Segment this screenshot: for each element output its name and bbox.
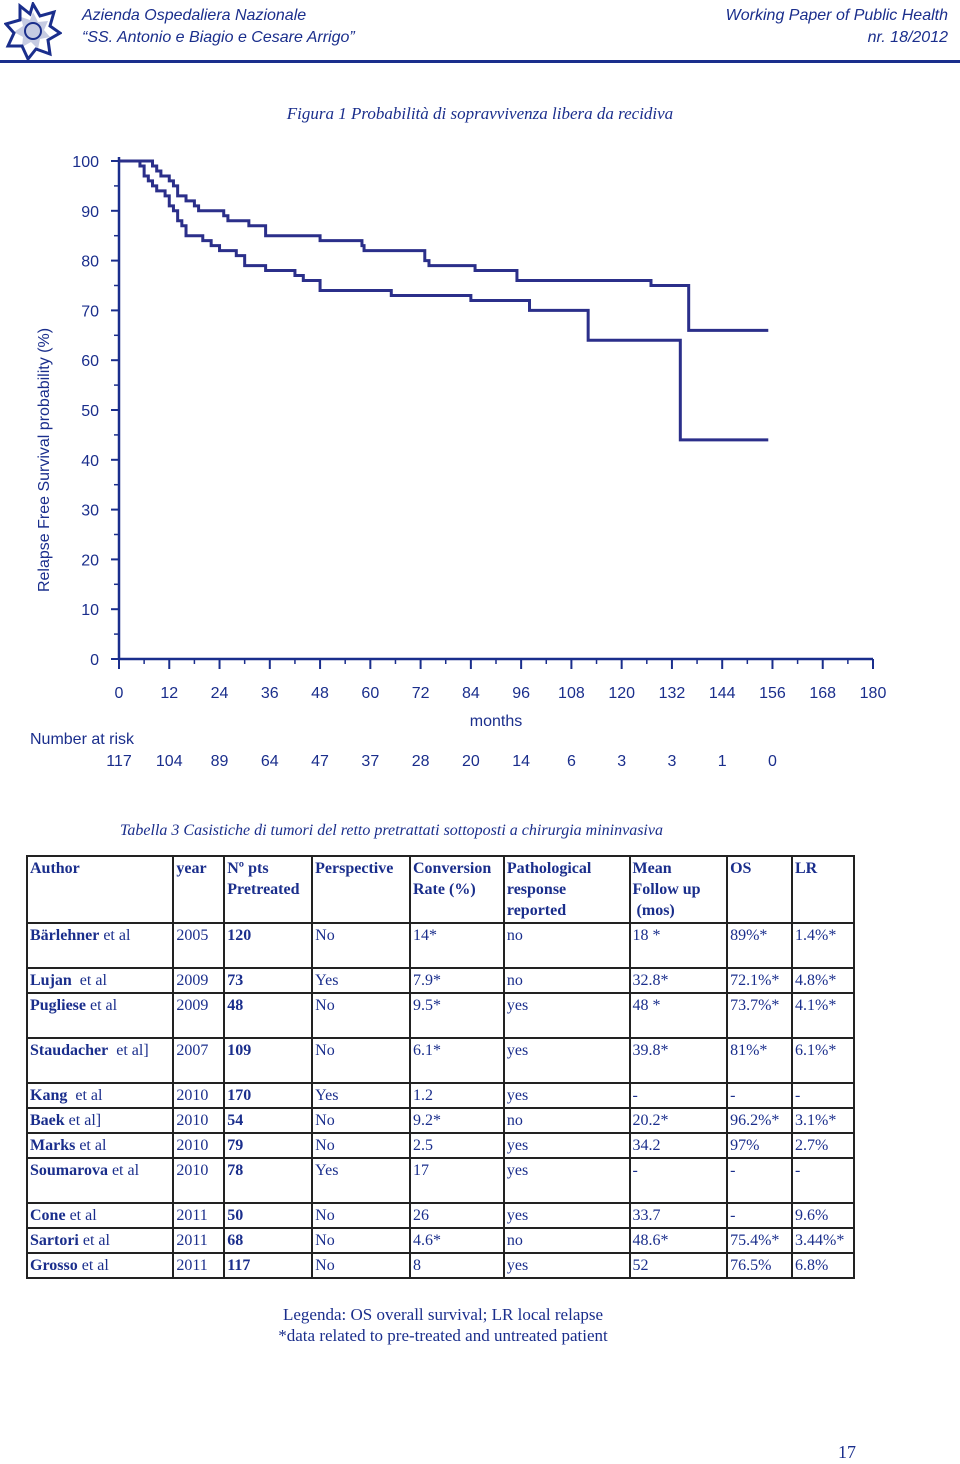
cell-os: 97% (727, 1133, 792, 1158)
y-tick-label: 30 (81, 502, 99, 520)
figure-title: Figura 1 Probabilità di sopravvivenza libera da recidiva (286, 104, 674, 123)
cell-os: 73.7%* (727, 993, 792, 1038)
cell-mean: 20.2* (630, 1108, 728, 1133)
cell-year: 2009 (173, 968, 224, 993)
risk-value: 0 (768, 753, 777, 770)
cell-author: Cone et al (27, 1203, 173, 1228)
cell-year: 2005 (173, 923, 224, 968)
cell-mean: 48 * (630, 993, 728, 1038)
cell-conversion: 6.1* (410, 1038, 504, 1083)
cell-author: Kang et al (27, 1083, 173, 1108)
table-row (27, 1083, 854, 1108)
x-tick-label: 180 (859, 685, 887, 702)
table-row (27, 1108, 854, 1133)
risk-value: 89 (210, 753, 229, 770)
col-year: year (173, 856, 224, 923)
cell-npts: 79 (224, 1133, 312, 1158)
col-perspective: Perspective (312, 856, 410, 923)
cell-pathological: yes (504, 1253, 630, 1278)
table-caption: Tabella 3 Casistiche di tumori del retto pretrattati sottoposti a chirurgia mininvasiva (120, 822, 663, 839)
cell-conversion: 9.2* (410, 1108, 504, 1133)
cell-author: Lujan et al (27, 968, 173, 993)
cell-author: Sartori et al (27, 1228, 173, 1253)
y-tick-label: 70 (81, 303, 99, 321)
col-conversion: Conversion Rate (%) (410, 856, 504, 923)
cell-os: 72.1%* (727, 968, 792, 993)
cell-npts: 109 (224, 1038, 312, 1083)
header-series-line1: Working Paper of Public Health (725, 7, 948, 24)
table-row (27, 923, 854, 968)
header-series-line2: nr. 18/2012 (867, 29, 948, 46)
x-tick-label: 132 (658, 685, 686, 702)
cell-year: 2010 (173, 1108, 224, 1133)
table-row (27, 993, 854, 1038)
cell-year: 2010 (173, 1133, 224, 1158)
cell-pathological: no (504, 1228, 630, 1253)
cell-mean: 48.6* (630, 1228, 728, 1253)
cell-perspective: No (312, 1038, 410, 1083)
cell-perspective: Yes (312, 968, 410, 993)
cell-pathological: yes (504, 1038, 630, 1083)
y-tick-label: 60 (81, 353, 99, 371)
cell-year: 2011 (173, 1228, 224, 1253)
x-tick-label: 120 (608, 685, 636, 702)
x-axis-label: months (469, 713, 523, 730)
cell-npts: 117 (224, 1253, 312, 1278)
cell-conversion: 9.5* (410, 993, 504, 1038)
x-tick-label: 144 (708, 685, 736, 702)
y-tick-label: 0 (90, 652, 99, 669)
x-tick-label: 0 (114, 685, 124, 702)
cell-npts: 73 (224, 968, 312, 993)
cell-author: Soumarova et al (27, 1158, 173, 1203)
table-row (27, 1203, 854, 1228)
y-axis-label: Relapse Free Survival probability (%) (36, 327, 53, 593)
cell-lr: 6.1%* (792, 1038, 854, 1083)
chart-axes (111, 157, 873, 669)
cell-pathological: yes (504, 1133, 630, 1158)
cell-os: - (727, 1203, 792, 1228)
risk-value: 64 (260, 753, 279, 770)
cell-perspective: No (312, 1253, 410, 1278)
risk-value: 104 (155, 753, 183, 770)
x-tick-label: 72 (411, 685, 430, 702)
y-tick-label: 20 (81, 552, 99, 570)
cell-perspective: No (312, 1228, 410, 1253)
cell-mean: 33.7 (630, 1203, 728, 1228)
cell-mean: 34.2 (630, 1133, 728, 1158)
cell-mean: 52 (630, 1253, 728, 1278)
col-npts: Nº pts Pretreated (224, 856, 312, 923)
cell-npts: 48 (224, 993, 312, 1038)
cell-year: 2011 (173, 1253, 224, 1278)
x-tick-label: 48 (311, 685, 329, 702)
cell-year: 2009 (173, 993, 224, 1038)
cell-conversion: 26 (410, 1203, 504, 1228)
x-tick-label: 12 (160, 685, 179, 702)
risk-value: 20 (461, 753, 480, 770)
cell-year: 2007 (173, 1038, 224, 1083)
table-row (27, 1038, 854, 1083)
cell-lr: 6.8% (792, 1253, 854, 1278)
survival-chart (0, 140, 900, 780)
x-tick-label: 36 (260, 685, 279, 702)
page-number: 17 (838, 1442, 856, 1462)
x-tick-label: 60 (361, 685, 380, 702)
cell-npts: 68 (224, 1228, 312, 1253)
cell-lr: 3.44%* (792, 1228, 854, 1253)
header-org-line1: Azienda Ospedaliera Nazionale (82, 7, 307, 24)
cell-conversion: 2.5 (410, 1133, 504, 1158)
cell-mean: - (630, 1083, 728, 1108)
table-row (27, 968, 854, 993)
cell-year: 2010 (173, 1158, 224, 1203)
cell-perspective: No (312, 1133, 410, 1158)
header-series (726, 5, 948, 49)
cell-os: 76.5% (727, 1253, 792, 1278)
cell-os: - (727, 1083, 792, 1108)
table-header-row (27, 856, 854, 923)
col-mean-follow-up: Mean Follow up (mos) (630, 856, 728, 923)
cell-os: 89%* (727, 923, 792, 968)
header-divider (0, 60, 960, 63)
cell-os: 81%* (727, 1038, 792, 1083)
x-tick-label: 168 (809, 685, 837, 702)
cell-conversion: 8 (410, 1253, 504, 1278)
risk-value: 28 (411, 753, 430, 770)
cell-lr: 3.1%* (792, 1108, 854, 1133)
risk-value: 37 (361, 753, 380, 770)
cell-npts: 50 (224, 1203, 312, 1228)
cell-lr: 9.6% (792, 1203, 854, 1228)
cell-os: 96.2%* (727, 1108, 792, 1133)
y-tick-label: 80 (81, 253, 99, 271)
cell-pathological: yes (504, 1203, 630, 1228)
risk-value: 14 (512, 753, 531, 770)
cell-author: Staudacher et al] (27, 1038, 173, 1083)
cell-pathological: yes (504, 1083, 630, 1108)
cell-npts: 54 (224, 1108, 312, 1133)
cell-pathological: yes (504, 993, 630, 1038)
col-author: Author (27, 856, 173, 923)
col-pathological: Pathological response reported (504, 856, 630, 923)
table-legend (0, 1304, 886, 1346)
cell-pathological: no (504, 1108, 630, 1133)
table-row (27, 1228, 854, 1253)
col-os: OS (727, 856, 792, 923)
cell-perspective: No (312, 923, 410, 968)
cell-author: Bärlehner et al (27, 923, 173, 968)
table-row (27, 1133, 854, 1158)
x-tick-label: 156 (759, 685, 786, 702)
x-tick-label: 96 (512, 685, 531, 702)
cell-mean: - (630, 1158, 728, 1203)
risk-value: 1 (717, 753, 727, 770)
cell-lr: 4.1%* (792, 993, 854, 1038)
legend-line1: Legenda: OS overall survival; LR local relapse (282, 1305, 604, 1324)
cell-year: 2010 (173, 1083, 224, 1108)
x-tick-label: 108 (558, 685, 585, 702)
risk-label: Number at risk (30, 731, 135, 748)
y-tick-label: 10 (81, 602, 99, 620)
cell-conversion: 7.9* (410, 968, 504, 993)
cell-conversion: 14* (410, 923, 504, 968)
risk-value: 3 (667, 753, 677, 770)
cell-npts: 78 (224, 1158, 312, 1203)
case-series-table (26, 855, 855, 1279)
cell-perspective: No (312, 1108, 410, 1133)
hospital-logo (4, 2, 62, 60)
cell-perspective: Yes (312, 1158, 410, 1203)
cell-lr: - (792, 1083, 854, 1108)
cell-conversion: 1.2 (410, 1083, 504, 1108)
cell-npts: 170 (224, 1083, 312, 1108)
cell-perspective: No (312, 993, 410, 1038)
cell-pathological: no (504, 923, 630, 968)
cell-lr: 2.7% (792, 1133, 854, 1158)
cell-npts: 120 (224, 923, 312, 968)
header-organization (82, 5, 355, 49)
survival-curve-2 (119, 161, 768, 440)
table-row (27, 1253, 854, 1278)
cell-conversion: 17 (410, 1158, 504, 1203)
cell-pathological: yes (504, 1158, 630, 1203)
x-tick-label: 84 (461, 685, 480, 702)
cell-author: Marks et al (27, 1133, 173, 1158)
chart-curves (119, 161, 768, 440)
cell-lr: 1.4%* (792, 923, 854, 968)
cell-author: Pugliese et al (27, 993, 173, 1038)
cell-mean: 32.8* (630, 968, 728, 993)
y-tick-label: 40 (81, 452, 99, 470)
chart-labels (30, 154, 886, 770)
cell-perspective: Yes (312, 1083, 410, 1108)
risk-value: 117 (106, 753, 132, 770)
y-tick-label: 50 (81, 403, 99, 420)
cell-year: 2011 (173, 1203, 224, 1228)
cell-mean: 18 * (630, 923, 728, 968)
cell-mean: 39.8* (630, 1038, 728, 1083)
risk-value: 47 (311, 753, 329, 770)
cell-pathological: no (504, 968, 630, 993)
cell-os: 75.4%* (727, 1228, 792, 1253)
col-lr: LR (792, 856, 854, 923)
y-tick-label: 90 (81, 203, 99, 221)
risk-value: 6 (566, 753, 576, 770)
risk-value: 3 (617, 753, 627, 770)
cell-os: - (727, 1158, 792, 1203)
cell-author: Grosso et al (27, 1253, 173, 1278)
cell-conversion: 4.6* (410, 1228, 504, 1253)
y-tick-label: 100 (72, 154, 99, 171)
table-row (27, 1158, 854, 1203)
x-tick-label: 24 (210, 685, 229, 702)
legend-line2: *data related to pre-treated and untreated patient (278, 1326, 608, 1345)
header-org-line2: “SS. Antonio e Biagio e Cesare Arrigo” (82, 29, 355, 46)
cell-lr: 4.8%* (792, 968, 854, 993)
cell-lr: - (792, 1158, 854, 1203)
cell-author: Baek et al] (27, 1108, 173, 1133)
cell-perspective: No (312, 1203, 410, 1228)
